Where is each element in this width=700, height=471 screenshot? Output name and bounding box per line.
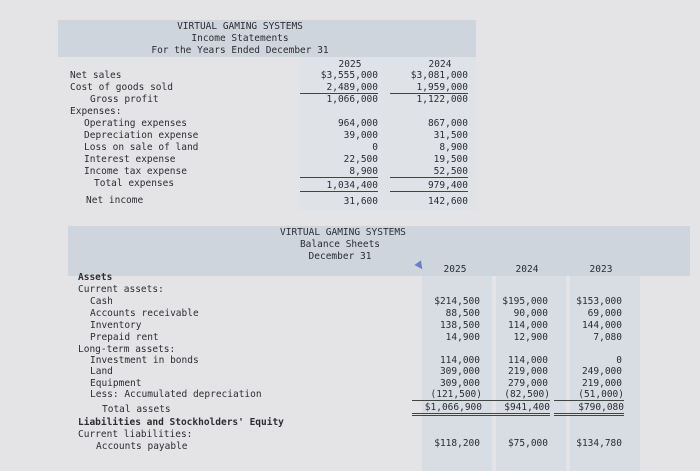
balance-label-receivable: Accounts receivable xyxy=(90,308,199,319)
income-label-depreciation: Depreciation expense xyxy=(84,130,199,141)
balance-year-2024: 2024 xyxy=(515,264,539,275)
income-2024-net-sales: $3,081,000 xyxy=(410,70,468,81)
income-2024-interest: 19,500 xyxy=(433,154,468,165)
income-2025-interest: 22,500 xyxy=(343,154,378,165)
balance-label-assets: Assets xyxy=(78,272,113,283)
income-2025-operating: 964,000 xyxy=(337,118,378,129)
income-2024-operating: 867,000 xyxy=(427,118,468,129)
income-label-expenses: Expenses: xyxy=(70,106,122,117)
balance-2025-cash: $214,500 xyxy=(434,296,480,307)
income-2024-net-income: 142,600 xyxy=(427,196,468,207)
balance-2025-equipment: 309,000 xyxy=(439,378,480,389)
income-subtitle: Income Statements xyxy=(191,33,289,44)
balance-label-prepaid: Prepaid rent xyxy=(90,332,159,343)
balance-label-inventory: Inventory xyxy=(90,320,142,331)
balance-label-accum-dep: Less: Accumulated depreciation xyxy=(90,389,262,400)
balance-period: December 31 xyxy=(308,251,372,262)
balance-label-liab-equity: Liabilities and Stockholders' Equity xyxy=(78,417,284,428)
income-2025-total-expenses: 1,034,400 xyxy=(300,180,378,192)
income-2025-depreciation: 39,000 xyxy=(343,130,378,141)
balance-year-2025: 2025 xyxy=(443,264,467,275)
balance-2025-land: 309,000 xyxy=(439,366,480,377)
income-year-2024: 2024 xyxy=(428,59,452,70)
balance-label-land: Land xyxy=(90,366,113,377)
income-label-operating: Operating expenses xyxy=(84,118,187,129)
income-2025-net-sales: $3,555,000 xyxy=(320,70,378,81)
balance-2025-payable: $118,200 xyxy=(434,438,480,449)
income-2024-loss-land: 8,900 xyxy=(439,142,468,153)
balance-2024-land: 219,000 xyxy=(507,366,548,377)
balance-2025-receivable: 88,500 xyxy=(445,308,480,319)
balance-2023-land: 249,000 xyxy=(581,366,622,377)
income-2024-gross-profit: 1,122,000 xyxy=(416,94,468,105)
income-2024-total-expenses: 979,400 xyxy=(390,180,468,192)
income-period: For the Years Ended December 31 xyxy=(151,45,329,56)
balance-2024-cash: $195,000 xyxy=(502,296,548,307)
balance-2023-total-assets: $790,080 xyxy=(554,402,624,416)
balance-label-current-assets: Current assets: xyxy=(78,284,164,295)
income-title: VIRTUAL GAMING SYSTEMS xyxy=(177,21,303,32)
income-2024-depreciation: 31,500 xyxy=(433,130,468,141)
income-label-tax: Income tax expense xyxy=(84,166,187,177)
balance-label-investment: Investment in bonds xyxy=(90,355,199,366)
income-2025-gross-profit: 1,066,000 xyxy=(326,94,378,105)
balance-2024-receivable: 90,000 xyxy=(513,308,548,319)
balance-2023-accum-dep: (51,000) xyxy=(554,389,624,401)
balance-2024-payable: $75,000 xyxy=(507,438,548,449)
income-label-net-sales: Net sales xyxy=(70,70,122,81)
income-2025-tax: 8,900 xyxy=(300,166,378,178)
income-label-gross-profit: Gross profit xyxy=(90,94,159,105)
income-label-net-income: Net income xyxy=(86,195,144,206)
balance-title: VIRTUAL GAMING SYSTEMS xyxy=(280,227,406,238)
income-2025-cogs: 2,489,000 xyxy=(300,82,378,94)
balance-2024-equipment: 279,000 xyxy=(507,378,548,389)
balance-2025-total-assets: $1,066,900 xyxy=(412,402,482,416)
income-label-total-expenses: Total expenses xyxy=(94,178,175,189)
balance-2025-investment: 114,000 xyxy=(439,355,480,366)
balance-2025-accum-dep: (121,500) xyxy=(412,389,482,401)
balance-label-payable: Accounts payable xyxy=(96,441,188,452)
balance-2025-prepaid: 14,900 xyxy=(445,332,480,343)
balance-label-current-liab: Current liabilities: xyxy=(78,429,193,440)
balance-2023-payable: $134,780 xyxy=(576,438,622,449)
income-2025-net-income: 31,600 xyxy=(343,196,378,207)
balance-2023-equipment: 219,000 xyxy=(581,378,622,389)
balance-2023-cash: $153,000 xyxy=(576,296,622,307)
income-2025-loss-land: 0 xyxy=(372,142,378,153)
balance-2024-inventory: 114,000 xyxy=(507,320,548,331)
balance-label-total-assets: Total assets xyxy=(102,404,171,415)
balance-label-long-term: Long-term assets: xyxy=(78,344,176,355)
balance-2024-investment: 114,000 xyxy=(507,355,548,366)
balance-label-equipment: Equipment xyxy=(90,378,142,389)
balance-2025-inventory: 138,500 xyxy=(439,320,480,331)
income-2024-tax: 52,500 xyxy=(390,166,468,178)
income-label-interest: Interest expense xyxy=(84,154,176,165)
balance-2024-total-assets: $941,400 xyxy=(480,402,550,416)
balance-2024-accum-dep: (82,500) xyxy=(480,389,550,401)
balance-2024-prepaid: 12,900 xyxy=(513,332,548,343)
income-label-loss-land: Loss on sale of land xyxy=(84,142,199,153)
income-2024-cogs: 1,959,000 xyxy=(390,82,468,94)
balance-2023-inventory: 144,000 xyxy=(581,320,622,331)
balance-label-cash: Cash xyxy=(90,296,113,307)
balance-subtitle: Balance Sheets xyxy=(299,239,381,250)
balance-2023-investment: 0 xyxy=(616,355,622,366)
income-label-cogs: Cost of goods sold xyxy=(70,82,173,93)
balance-year-2023: 2023 xyxy=(589,264,613,275)
income-year-2025: 2025 xyxy=(338,59,362,70)
balance-2023-prepaid: 7,080 xyxy=(593,332,622,343)
balance-2023-receivable: 69,000 xyxy=(587,308,622,319)
